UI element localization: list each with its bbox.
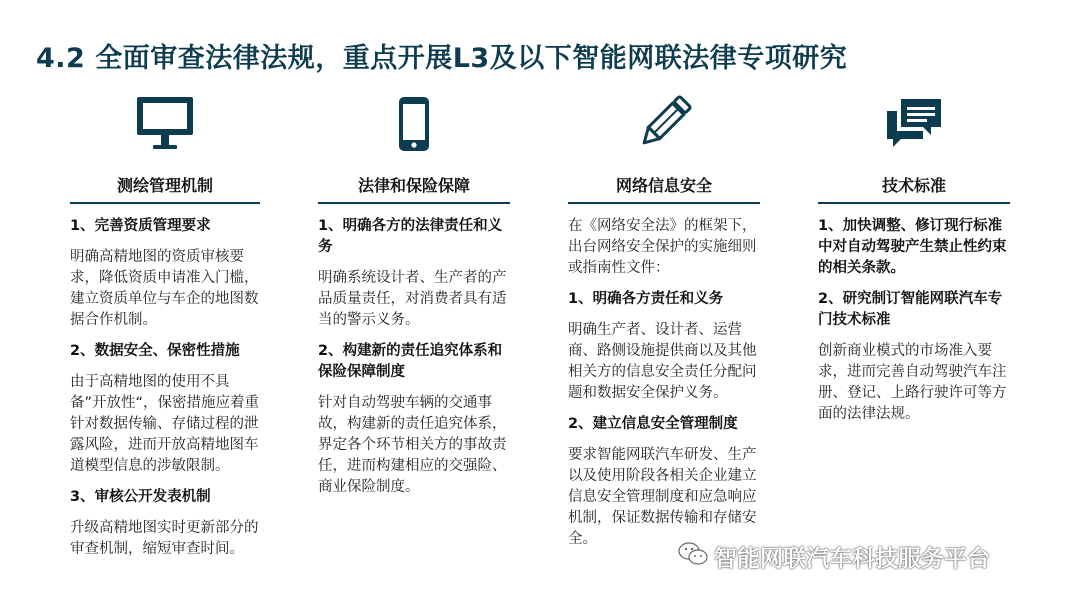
item-text: 明确系统设计者、生产者的产品质量责任，对消费者具有适当的警示义务。: [318, 270, 507, 328]
column-heading: 法律和保险保障: [318, 173, 510, 204]
item-subtitle: 3、审核公开发表机制: [70, 489, 211, 505]
page-title: 4.2 全面审查法律法规，重点开展L3及以下智能网联法律专项研究: [36, 43, 848, 74]
chat-bubbles-icon: [818, 95, 1010, 157]
item-subtitle: 2、研究制订智能网联汽车专门技术标准: [818, 291, 1003, 328]
watermark-text: 智能网联汽车科技服务平台: [714, 546, 990, 572]
item-text: 升级高精地图实时更新部分的审查机制，缩短审查时间。: [70, 520, 259, 557]
column-heading: 测绘管理机制: [70, 173, 260, 204]
item-text: 要求智能网联汽车研发、生产以及使用阶段各相关企业建立信息安全管理制度和应急响应机制，保证数据传输和存储安全。: [568, 447, 757, 547]
item-text: 明确高精地图的资质审核要求，降低资质申请准入门槛，建立资质单位与车企的地图数据合作机制。: [70, 249, 259, 328]
wechat-icon: [678, 541, 708, 573]
item-subtitle: 1、明确各方的法律责任和义务: [318, 218, 503, 255]
item-text: 由于高精地图的使用不具备”开放性“，保密措施应着重针对数据传输、存储过程的泄露风险，进而开放高精地图车道模型信息的涉敏限制。: [70, 374, 260, 474]
column-surveying: [70, 95, 260, 570]
item-text: 针对自动驾驶车辆的交通事故，构建新的责任追究体系，界定各个环节相关方的事故责任，进而构建相应的交强险、商业保险制度。: [318, 395, 507, 495]
pencil-icon: [568, 95, 760, 157]
item-subtitle: 2、构建新的责任追究体系和保险保障制度: [318, 343, 503, 380]
item-subtitle: 1、完善资质管理要求: [70, 218, 211, 234]
column-intro: 在《网络安全法》的框架下，出台网络安全保护的实施细则或指南性文件：: [568, 218, 757, 276]
item-subtitle: 2、数据安全、保密性措施: [70, 343, 240, 359]
item-text: 创新商业模式的市场准入要求，进而完善自动驾驶汽车注册、登记、上路行驶许可等方面的法律法规。: [818, 343, 1007, 422]
column-heading: 网络信息安全: [568, 173, 760, 204]
monitor-icon: [70, 95, 260, 157]
item-subtitle: 1、明确各方责任和义务: [568, 291, 724, 307]
watermark: [678, 540, 990, 573]
item-subtitle: 2、建立信息安全管理制度: [568, 416, 738, 432]
column-heading: 技术标准: [818, 173, 1010, 204]
item-text: 明确生产者、设计者、运营商、路侧设施提供商以及其他相关方的信息安全责任分配问题和数据安全保护义务。: [568, 322, 757, 401]
column-legal-insurance: [318, 95, 510, 508]
column-tech-standards: [818, 95, 1010, 435]
column-network-security: [568, 95, 760, 560]
smartphone-icon: [318, 95, 510, 157]
item-subtitle: 1、加快调整、修订现行标准中对自动驾驶产生禁止性约束的相关条款。: [818, 218, 1007, 276]
